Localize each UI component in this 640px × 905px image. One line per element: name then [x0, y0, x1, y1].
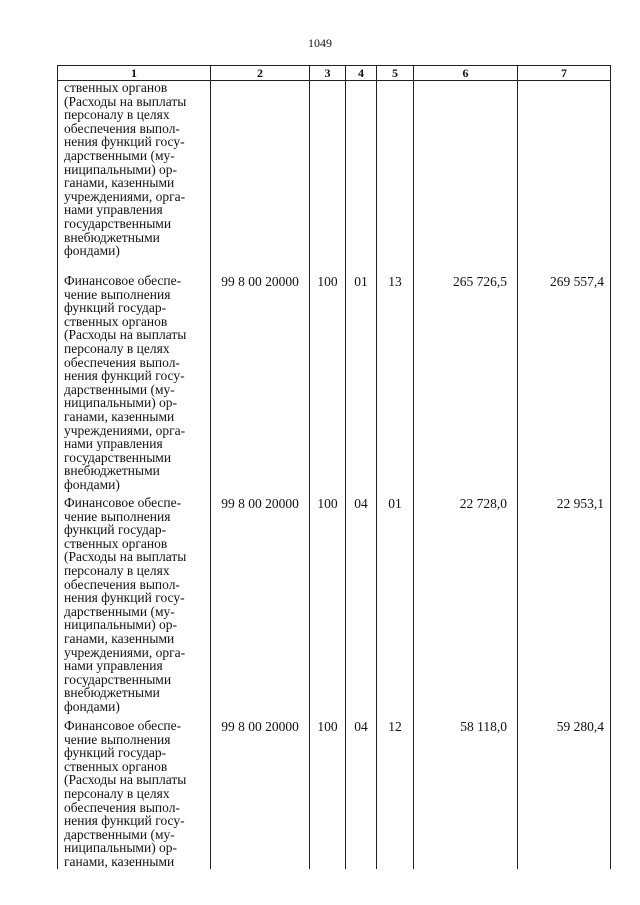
- row-sum-2: 22 953,1: [518, 496, 611, 719]
- row-sum-2: [518, 81, 611, 275]
- table-row: [58, 274, 611, 496]
- column-header: 4: [346, 66, 377, 81]
- column-header: 2: [211, 66, 310, 81]
- column-header: 7: [518, 66, 611, 81]
- row-rz: [346, 81, 377, 275]
- description-text: Финансовое обеспе- чение выполнения функций государ- ственных органов (Расходы на выплаты персоналу в целях обеспечения выпол- нения функций госу- дарственными (му- ниципальными) ор- ганами, казенными: [64, 718, 187, 869]
- row-description: [58, 274, 211, 496]
- budget-table: [57, 65, 611, 869]
- description-text: Финансовое обеспе- чение выполнения функций государ- ственных органов (Расходы на выплаты персоналу в целях обеспечения выпол- нения функций госу- дарственными (му- ниципальными) ор- ганами, казенными учреждениями, орга- нами управления государственными внебюджетными фондами): [64, 495, 187, 714]
- row-pr: [377, 81, 414, 275]
- description-text: ственных органов (Расходы на выплаты персоналу в целях обеспечения выпол- нения функций госу- дарственными (му- ниципальными) ор- ганами, казенными учреждениями, орга- нами управления государственными внебюджетными фондами): [64, 80, 187, 259]
- table-row: [58, 719, 611, 869]
- row-vr: 100: [310, 719, 346, 869]
- row-vr: 100: [310, 496, 346, 719]
- row-sum-2: 269 557,4: [518, 274, 611, 496]
- column-header: 5: [377, 66, 414, 81]
- column-header: 6: [414, 66, 518, 81]
- row-csr: 99 8 00 20000: [211, 496, 310, 719]
- column-header: 3: [310, 66, 346, 81]
- row-pr: 13: [377, 274, 414, 496]
- row-sum-1: 22 728,0: [414, 496, 518, 719]
- row-sum-1: 58 118,0: [414, 719, 518, 869]
- row-description: [58, 496, 211, 719]
- row-pr: 12: [377, 719, 414, 869]
- description-text: Финансовое обеспе- чение выполнения функций государ- ственных органов (Расходы на выплаты персоналу в целях обеспечения выпол- нения функций госу- дарственными (му- ниципальными) ор- ганами, казенными учреждениями, орга- нами управления государственными внебюджетными фондами): [64, 273, 187, 492]
- row-vr: 100: [310, 274, 346, 496]
- row-pr: 01: [377, 496, 414, 719]
- page-number: 1049: [308, 36, 332, 50]
- row-csr: 99 8 00 20000: [211, 274, 310, 496]
- row-csr: 99 8 00 20000: [211, 719, 310, 869]
- row-description: [58, 81, 211, 275]
- row-rz: 01: [346, 274, 377, 496]
- table-header-row: [58, 66, 611, 81]
- row-description: [58, 719, 211, 869]
- row-rz: 04: [346, 719, 377, 869]
- row-rz: 04: [346, 496, 377, 719]
- row-sum-2: 59 280,4: [518, 719, 611, 869]
- table-row: [58, 496, 611, 719]
- row-vr: [310, 81, 346, 275]
- column-header: 1: [58, 66, 211, 81]
- row-csr: [211, 81, 310, 275]
- table-row: [58, 81, 611, 275]
- row-sum-1: 265 726,5: [414, 274, 518, 496]
- row-sum-1: [414, 81, 518, 275]
